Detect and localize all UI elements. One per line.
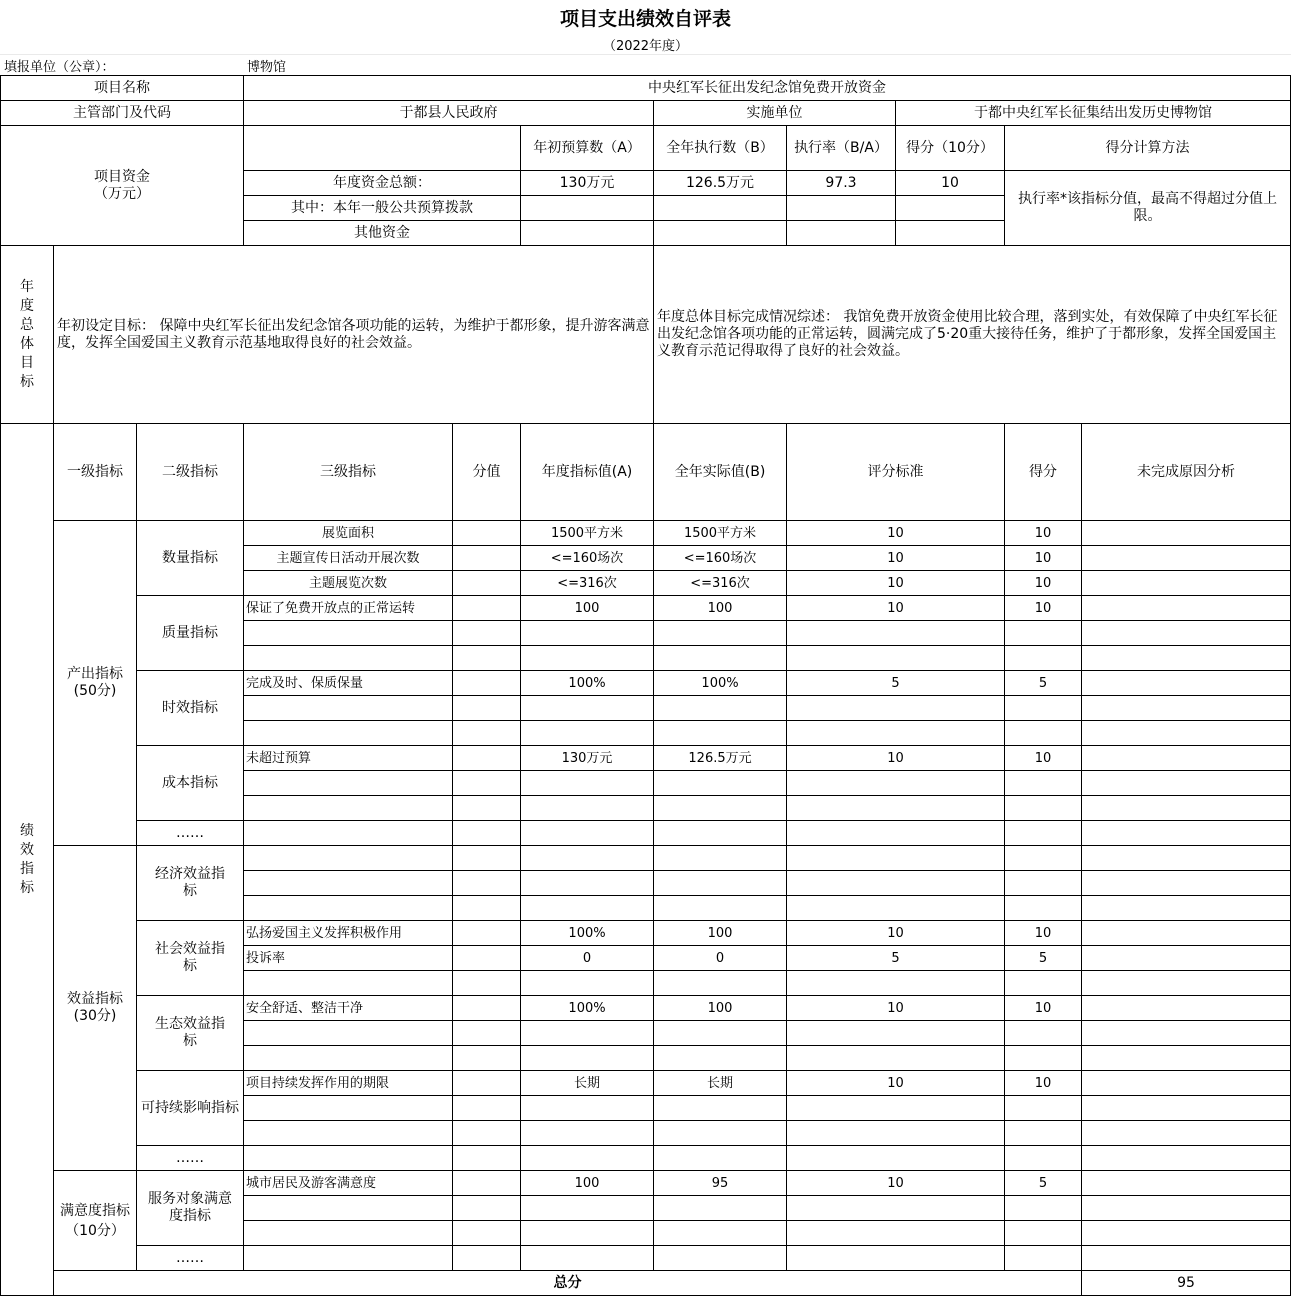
sustain-label: 可持续影响指标	[137, 1071, 244, 1146]
funds-label: 项目资金（万元）	[1, 126, 244, 246]
funds-row-public-b[interactable]	[654, 196, 787, 221]
total-label: 总分	[54, 1271, 1082, 1296]
economic-label: 经济效益指标	[137, 846, 244, 921]
sustain-1-weight[interactable]	[453, 1071, 521, 1096]
funds-header-rate: 执行率（B/A）	[787, 126, 896, 171]
quantity-2-standard[interactable]: 10	[787, 546, 1005, 571]
ecological-label: 生态效益指标	[137, 996, 244, 1071]
sustain-1-name[interactable]: 项目持续发挥作用的期限	[244, 1071, 453, 1096]
service-1-score[interactable]: 5	[1005, 1171, 1082, 1196]
funds-row-public-label: 其中：本年一般公共预算拨款	[244, 196, 521, 221]
cost-1-target[interactable]: 130万元	[521, 746, 654, 771]
funds-header-score: 得分（10分）	[896, 126, 1005, 171]
quantity-2-target[interactable]: <=160场次	[521, 546, 654, 571]
sustain-1-actual[interactable]: 长期	[654, 1071, 787, 1096]
quality-1-standard[interactable]: 10	[787, 596, 1005, 621]
ecological-1-score[interactable]: 10	[1005, 996, 1082, 1021]
timeliness-1-score[interactable]: 5	[1005, 671, 1082, 696]
timeliness-1-name[interactable]: 完成及时、保质保量	[244, 671, 453, 696]
ind-header-l1: 一级指标	[54, 424, 137, 521]
funds-method: 执行率*该指标分值，最高不得超过分值上限。	[1005, 171, 1291, 246]
quality-1-score[interactable]: 10	[1005, 596, 1082, 621]
funds-row-other-label: 其他资金	[244, 221, 521, 246]
timeliness-1-standard[interactable]: 5	[787, 671, 1005, 696]
dept-value[interactable]: 于都县人民政府	[244, 101, 654, 126]
quality-1-reason[interactable]	[1082, 596, 1291, 621]
funds-row-total-score[interactable]: 10	[896, 171, 1005, 196]
ecological-1-actual[interactable]: 100	[654, 996, 787, 1021]
ind-header-standard: 评分标准	[787, 424, 1005, 521]
timeliness-1-weight[interactable]	[453, 671, 521, 696]
social-1-standard[interactable]: 10	[787, 921, 1005, 946]
funds-row-other-a[interactable]	[521, 221, 654, 246]
social-1-actual[interactable]: 100	[654, 921, 787, 946]
benefit-label: 效益指标(30分)	[54, 846, 137, 1171]
funds-row-other-score[interactable]	[896, 221, 1005, 246]
social-2-reason[interactable]	[1082, 946, 1291, 971]
ind-header-score: 得分	[1005, 424, 1082, 521]
goals-label: 年度总体目标	[1, 246, 54, 424]
social-1-reason[interactable]	[1082, 921, 1291, 946]
satisfaction-ellipsis: ……	[137, 1246, 244, 1271]
cost-1-name[interactable]: 未超过预算	[244, 746, 453, 771]
quantity-2-reason[interactable]	[1082, 546, 1291, 571]
quantity-1-actual[interactable]: 1500平方米	[654, 521, 787, 546]
ecological-1-standard[interactable]: 10	[787, 996, 1005, 1021]
cost-1-standard[interactable]: 10	[787, 746, 1005, 771]
ecological-1-name[interactable]: 安全舒适、整洁干净	[244, 996, 453, 1021]
quantity-2-weight[interactable]	[453, 546, 521, 571]
ind-header-actual: 全年实际值(B)	[654, 424, 787, 521]
social-2-target[interactable]: 0	[521, 946, 654, 971]
funds-header-a: 年初预算数（A）	[521, 126, 654, 171]
social-1-target[interactable]: 100%	[521, 921, 654, 946]
project-name-label: 项目名称	[1, 76, 244, 101]
funds-row-public-score[interactable]	[896, 196, 1005, 221]
service-1-weight[interactable]	[453, 1171, 521, 1196]
funds-row-public-a[interactable]	[521, 196, 654, 221]
form-year: （2022年度）	[602, 38, 689, 54]
quality-1-name[interactable]: 保证了免费开放点的正常运转	[244, 596, 453, 621]
quantity-3-actual[interactable]: <=316次	[654, 571, 787, 596]
social-label: 社会效益指标	[137, 921, 244, 996]
satisfaction-label: 满意度指标（10分）	[54, 1171, 137, 1271]
social-1-name[interactable]: 弘扬爱国主义发挥积极作用	[244, 921, 453, 946]
quantity-3-weight[interactable]	[453, 571, 521, 596]
cost-1-score[interactable]: 10	[1005, 746, 1082, 771]
total-value[interactable]: 95	[1082, 1271, 1291, 1296]
social-1-score[interactable]: 10	[1005, 921, 1082, 946]
quantity-3-target[interactable]: <=316次	[521, 571, 654, 596]
reporter-label: 填报单位（公章）：	[4, 59, 115, 75]
social-2-score[interactable]: 5	[1005, 946, 1082, 971]
cost-1-reason[interactable]	[1082, 746, 1291, 771]
ecological-1-target[interactable]: 100%	[521, 996, 654, 1021]
dept-label: 主管部门及代码	[1, 101, 244, 126]
quantity-label: 数量指标	[137, 521, 244, 596]
ecological-1-reason[interactable]	[1082, 996, 1291, 1021]
funds-header-b: 全年执行数（B）	[654, 126, 787, 171]
quality-1-target[interactable]: 100	[521, 596, 654, 621]
impl-label: 实施单位	[654, 101, 896, 126]
indicators-label: 绩效指标	[1, 424, 54, 1296]
social-2-standard[interactable]: 5	[787, 946, 1005, 971]
service-1-reason[interactable]	[1082, 1171, 1291, 1196]
sustain-1-standard[interactable]: 10	[787, 1071, 1005, 1096]
social-2-actual[interactable]: 0	[654, 946, 787, 971]
social-1-weight[interactable]	[453, 921, 521, 946]
cost-1-weight[interactable]	[453, 746, 521, 771]
ind-header-reason: 未完成原因分析	[1082, 424, 1291, 521]
reporter-value[interactable]: 博物馆	[247, 59, 287, 75]
funds-row-public-rate[interactable]	[787, 196, 896, 221]
service-1-standard[interactable]: 10	[787, 1171, 1005, 1196]
sustain-1-reason[interactable]	[1082, 1071, 1291, 1096]
quantity-1-name[interactable]: 展览面积	[244, 521, 453, 546]
impl-value[interactable]: 于都中央红军长征集结出发历史博物馆	[896, 101, 1291, 126]
quantity-1-target[interactable]: 1500平方米	[521, 521, 654, 546]
funds-header-blank	[244, 126, 521, 171]
quantity-3-score[interactable]: 10	[1005, 571, 1082, 596]
timeliness-label: 时效指标	[137, 671, 244, 746]
quality-label: 质量指标	[137, 596, 244, 671]
funds-row-total-label: 年度资金总额：	[244, 171, 521, 196]
funds-row-total-rate[interactable]: 97.3	[787, 171, 896, 196]
output-label: 产出指标(50分)	[54, 521, 137, 846]
quality-1-actual[interactable]: 100	[654, 596, 787, 621]
quantity-1-standard[interactable]: 10	[787, 521, 1005, 546]
service-1-target[interactable]: 100	[521, 1171, 654, 1196]
output-ellipsis: ……	[137, 821, 244, 846]
ecological-1-weight[interactable]	[453, 996, 521, 1021]
funds-header-method: 得分计算方法	[1005, 126, 1291, 171]
service-1-name[interactable]: 城市居民及游客满意度	[244, 1171, 453, 1196]
quantity-2-score[interactable]: 10	[1005, 546, 1082, 571]
timeliness-1-actual[interactable]: 100%	[654, 671, 787, 696]
quantity-2-actual[interactable]: <=160场次	[654, 546, 787, 571]
quantity-3-standard[interactable]: 10	[787, 571, 1005, 596]
quantity-3-reason[interactable]	[1082, 571, 1291, 596]
quantity-1-score[interactable]: 10	[1005, 521, 1082, 546]
funds-row-total-a[interactable]: 130万元	[521, 171, 654, 196]
funds-row-other-b[interactable]	[654, 221, 787, 246]
ind-header-weight: 分值	[453, 424, 521, 521]
timeliness-1-target[interactable]: 100%	[521, 671, 654, 696]
ind-header-l2: 二级指标	[137, 424, 244, 521]
quantity-2-name[interactable]: 主题宣传日活动开展次数	[244, 546, 453, 571]
ind-header-target: 年度指标值(A)	[521, 424, 654, 521]
cost-label: 成本指标	[137, 746, 244, 821]
benefit-ellipsis: ……	[137, 1146, 244, 1171]
quantity-1-reason[interactable]	[1082, 521, 1291, 546]
reporter-row	[0, 54, 1291, 75]
goals-summary[interactable]: 年度总体目标完成情况综述： 我馆免费开放资金使用比较合理，落到实处，有效保障了中央红军长征出发纪念馆各项功能的正常运转，圆满完成了5·20重大接待任务，维护了于都形象，发挥全国爱国主义教育示范记得取得了良好的社会效益。	[654, 246, 1291, 424]
quantity-1-weight[interactable]	[453, 521, 521, 546]
form-title: 项目支出绩效自评表	[559, 7, 731, 30]
social-2-weight[interactable]	[453, 946, 521, 971]
funds-row-total-b[interactable]: 126.5万元	[654, 171, 787, 196]
timeliness-1-reason[interactable]	[1082, 671, 1291, 696]
sustain-1-score[interactable]: 10	[1005, 1071, 1082, 1096]
evaluation-table	[0, 75, 1291, 1296]
quality-1-weight[interactable]	[453, 596, 521, 621]
service-label: 服务对象满意度指标	[137, 1171, 244, 1246]
project-name-value[interactable]: 中央红军长征出发纪念馆免费开放资金	[244, 76, 1291, 101]
service-1-actual[interactable]: 95	[654, 1171, 787, 1196]
quantity-3-name[interactable]: 主题展览次数	[244, 571, 453, 596]
cost-1-actual[interactable]: 126.5万元	[654, 746, 787, 771]
social-2-name[interactable]: 投诉率	[244, 946, 453, 971]
sustain-1-target[interactable]: 长期	[521, 1071, 654, 1096]
funds-row-other-rate[interactable]	[787, 221, 896, 246]
ind-header-l3: 三级指标	[244, 424, 453, 521]
goals-initial[interactable]: 年初设定目标： 保障中央红军长征出发纪念馆各项功能的运转，为维护于都形象，提升游客满意度，发挥全国爱国主义教育示范基地取得良好的社会效益。	[54, 246, 654, 424]
